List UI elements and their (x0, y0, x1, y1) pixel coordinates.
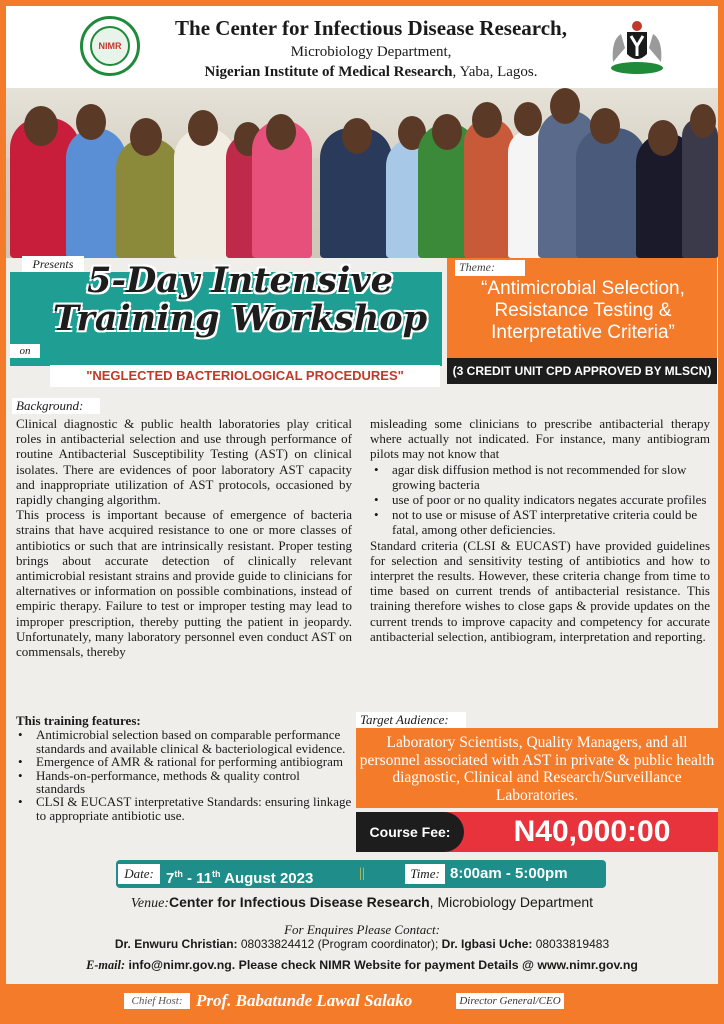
on-tag: on (10, 344, 40, 358)
header-title: The Center for Infectious Disease Research, (175, 16, 567, 40)
list-item: • Antimicrobial selection based on comparable performance standards and available clinical & bacteriological evidence. (16, 728, 352, 755)
presents-tag: Presents (22, 256, 84, 272)
theme-label: Theme: (455, 260, 525, 276)
cpd-badge: (3 CREDIT UNIT CPD APPROVED BY MLSCN) (447, 358, 717, 384)
features-list (16, 728, 352, 822)
chief-host-label: Chief Host: (124, 993, 190, 1009)
background-left-column (16, 416, 352, 659)
chief-host-name: Prof. Babatunde Lawal Salako (196, 991, 413, 1010)
group-photo (6, 88, 718, 258)
date-label: Date: (118, 864, 160, 884)
chief-host-title: Director General/CEO (456, 993, 564, 1009)
list-item: • Emergence of AMR & rational for performing antibiogram (16, 755, 352, 768)
background-label: Background: (12, 398, 100, 414)
list-item: • CLSI & EUCAST interpretative Standards: ensuring linkage to appropriate antibiotic use. (16, 795, 352, 822)
nimr-logo-text: NIMR (90, 26, 130, 66)
time-value: 8:00am - 5:00pm (450, 865, 568, 882)
background-paragraph: misleading some clinicians to prescribe antibacterial therapy where actually not indicated. For instance, many antibiogram pilots may not know that (370, 416, 710, 462)
list-item: • agar disk diffusion method is not recommended for slow growing bacteria (370, 462, 710, 492)
target-audience-label: Target Audience: (356, 712, 466, 728)
header-department: Microbiology Department, (290, 44, 452, 60)
background-paragraph: Clinical diagnostic & public health laboratories play critical roles in antibacterial selection and use through performance of routine Antibacterial Susceptibility Testing (AST) on clinical isolates. There are evidences of poor laboratory AST capacity and inappropriate utilization of AST protocols, occasioned by rapidly changing algorithm. (16, 416, 352, 508)
nimr-logo (80, 16, 140, 76)
header (6, 6, 718, 88)
contact-persons: Dr. Enwuru Christian: 08033824412 (Program coordinator); Dr. Igbasi Uche: 08033819483 (114, 937, 610, 951)
time-label: Time: (405, 864, 445, 884)
coat-of-arms-icon (602, 16, 672, 80)
list-item: • use of poor or no quality indicators negates accurate profiles (370, 492, 710, 507)
training-features (16, 714, 352, 822)
features-heading: This training features: (16, 713, 141, 728)
deficiency-list (370, 462, 710, 538)
header-institute: Nigerian Institute of Medical Research, Yaba, Lagos. (204, 64, 538, 80)
background-paragraph: Standard criteria (CLSI & EUCAST) have provided guidelines for selection and sensitivity testing of antibiotics and how to interpret the results. However, these criteria change from time to time based on current trends of antibacterial resistance. This training therefore wishes to close gaps & provide updates on the current trends to improve capacity and competency for accurate antibacterial selection, antibiogram, interpretation and reporting. (370, 537, 710, 644)
workshop-topic: "NEGLECTED BACTERIOLOGICAL PROCEDURES" (50, 365, 440, 387)
course-fee-label: Course Fee: (356, 812, 464, 852)
schedule-separator: || (359, 866, 365, 881)
background-paragraph: This process is important because of emergence of bacteria strains that have acquired resistance to one or more classes of antibiotics or such that are intrinsically resistant. Proper testing brings about accurate detection of clinically relevant antimicrobial resistant strains and provide guide to clinicians for alternatives or information on possible combinations, instead of empiric therapy. Failure to test or improper testing may lead to improper prescription, thereby putting the patient in jeopardy. Unfortunately, many laboratory personnel even conduct AST on commensals, thereby (16, 507, 352, 660)
background-right-column (370, 416, 710, 644)
course-fee-value: N40,000:00 (513, 815, 671, 848)
email-line: E-mail: info@nimr.gov.ng. Please check NIMR Website for payment Details @ www.nimr.gov.ng (86, 958, 638, 972)
venue: Venue:Center for Infectious Disease Research, Microbiology Department (130, 894, 594, 911)
list-item: • Hands-on-performance, methods & quality control standards (16, 769, 352, 796)
theme-text: “Antimicrobial Selection, Resistance Testing & Interpretative Criteria” (481, 278, 685, 343)
list-item: • not to use or misuse of AST interpretative criteria could be fatal, among other deficiencies. (370, 507, 710, 537)
enquiry-heading: For Enquires Please Contact: (284, 922, 440, 937)
workshop-title: 5-Day Intensive Training Workshop (52, 260, 428, 339)
date-value: 7th - 11th August 2023 (166, 869, 314, 887)
target-audience-text: Laboratory Scientists, Quality Managers, and all personnel associated with AST in private & public health diagnostic, Clinical and Research/Surveillance Laboratories. (356, 728, 718, 808)
